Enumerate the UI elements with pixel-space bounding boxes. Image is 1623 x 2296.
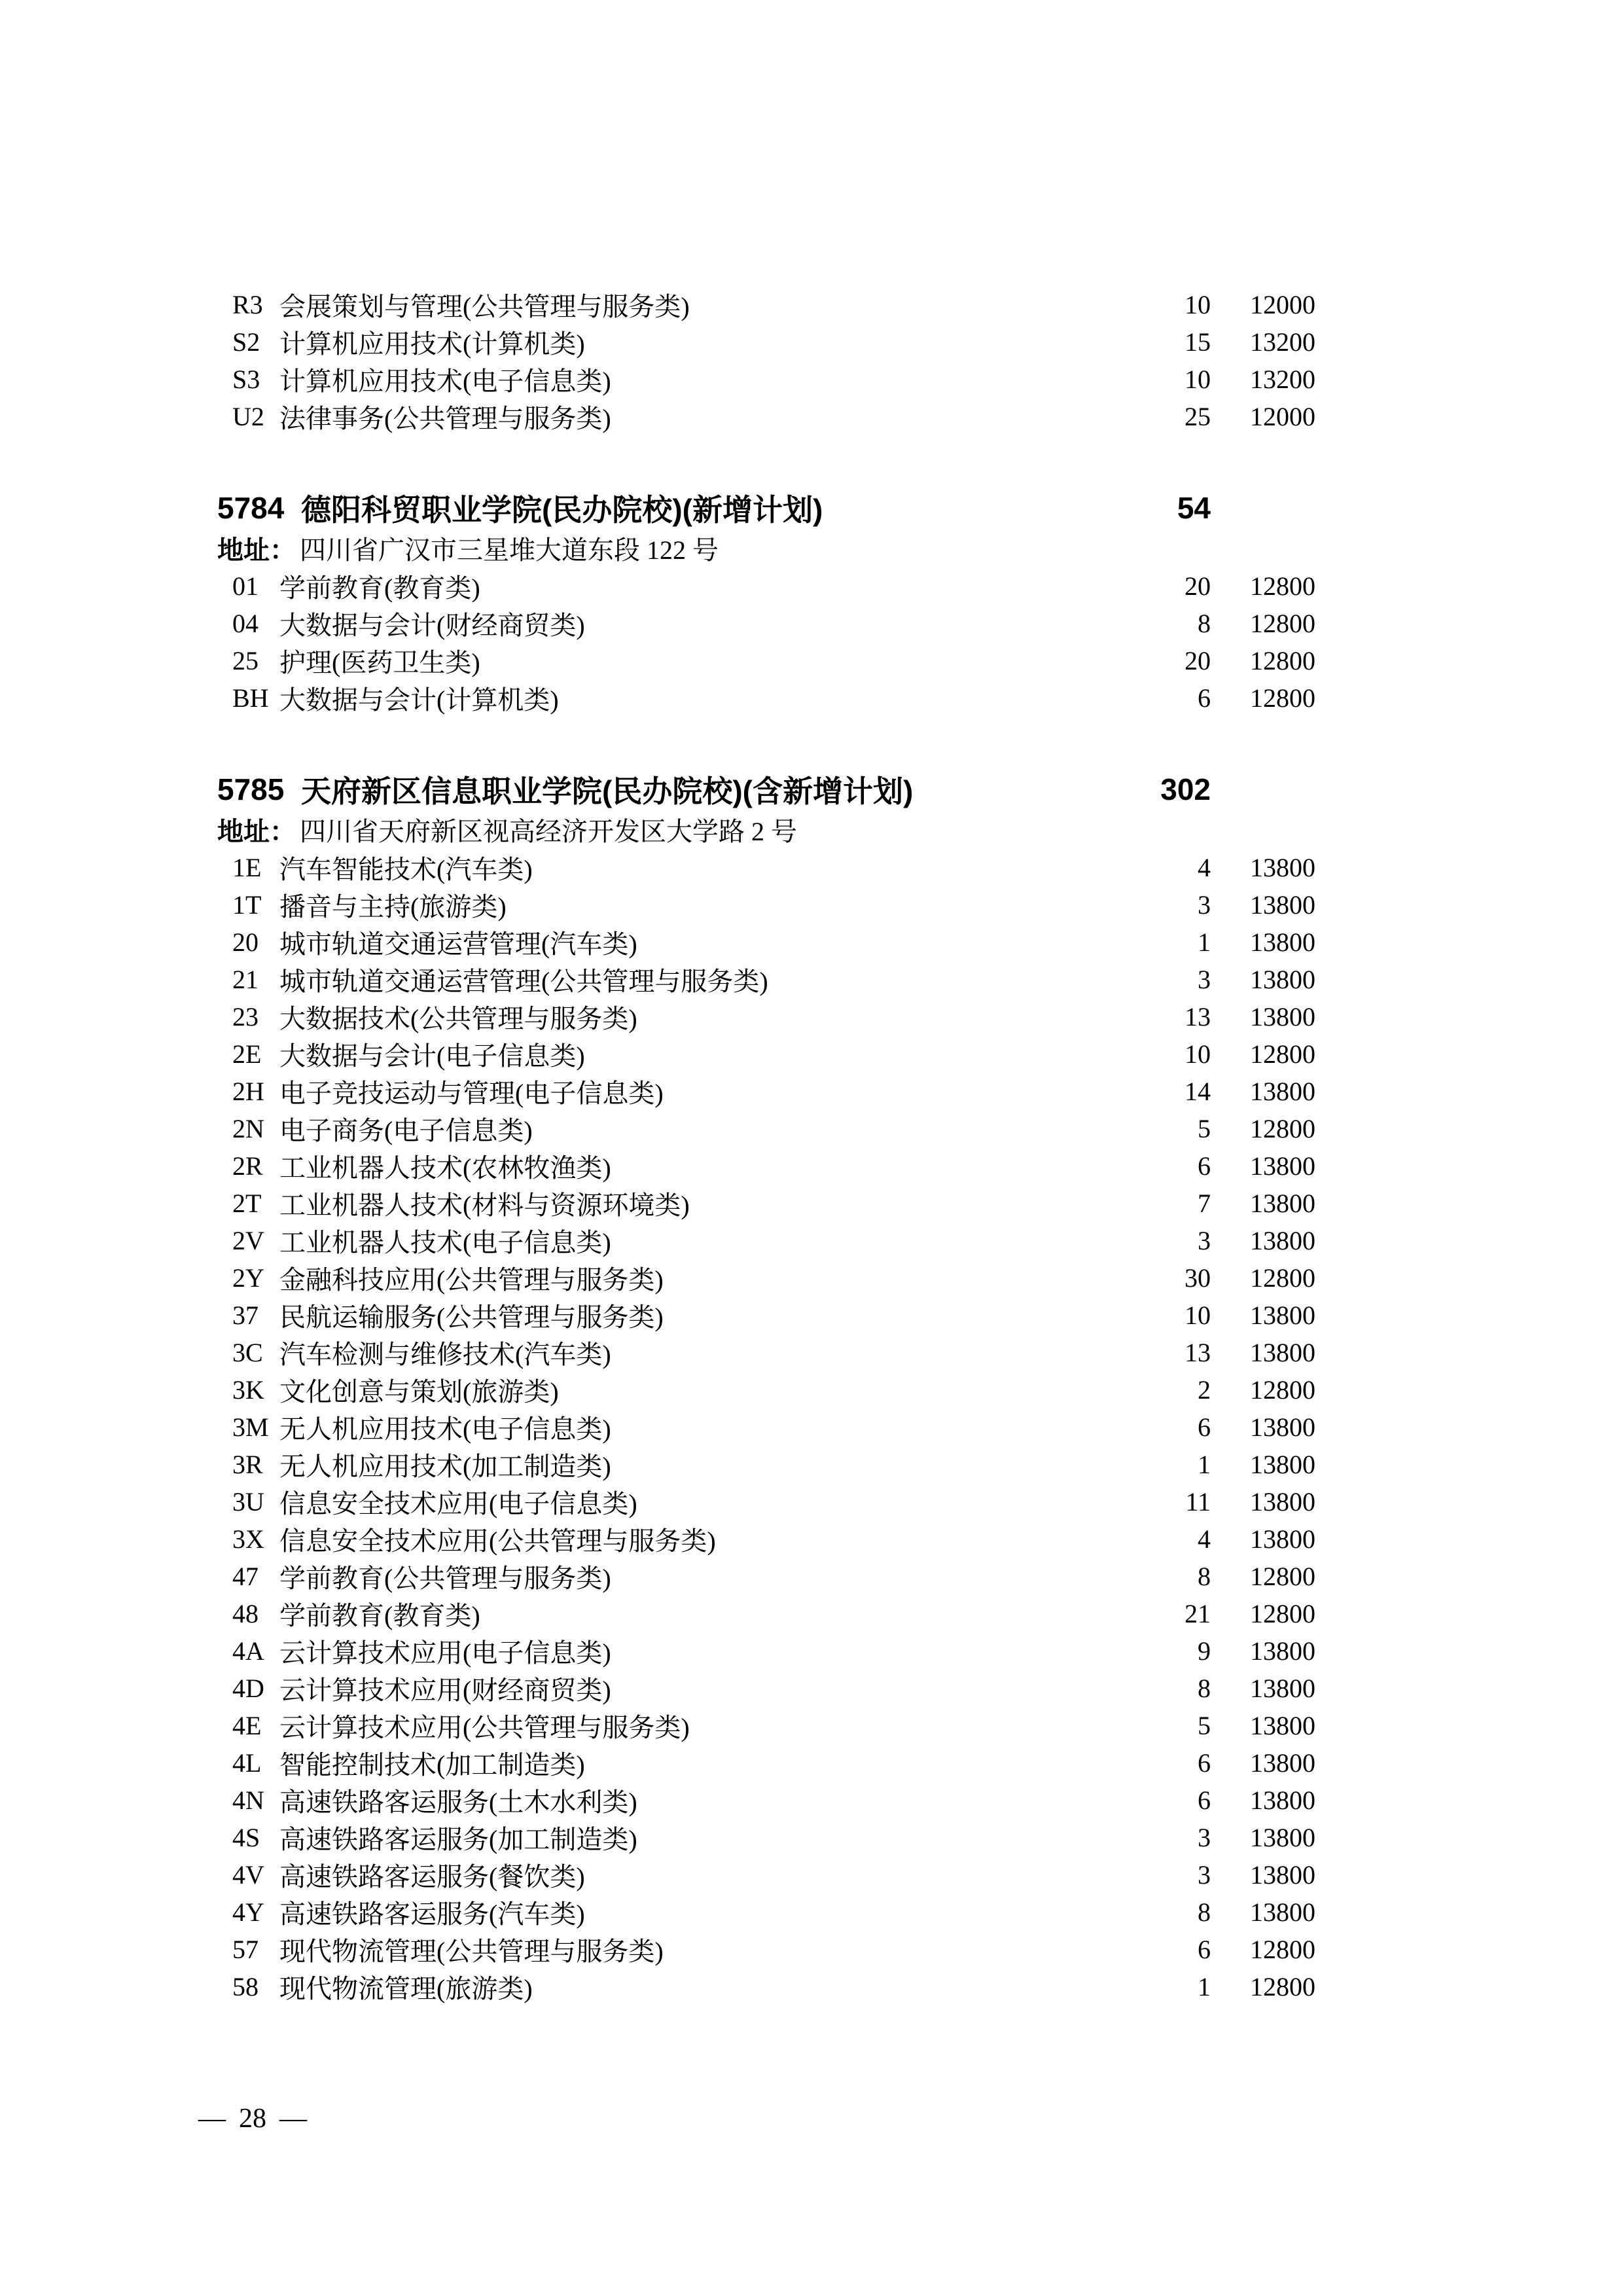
program-row [217,1782,1315,1819]
program-count: 4 [1198,1524,1211,1554]
program-row [217,1371,1315,1408]
program-row [217,1893,1315,1931]
program-fee: 13800 [1250,965,1315,994]
program-code: 25 [232,646,259,675]
program-code: 3K [232,1375,264,1405]
program-fee: 13200 [1250,365,1315,394]
institution-address [217,528,1315,567]
address-label: 地址： [217,817,296,846]
program-row [217,567,1315,605]
program-name: 无人机应用技术(加工制造类) [279,1452,611,1481]
program-fee: 13800 [1250,1785,1315,1815]
institution-section [217,488,1315,717]
program-row [217,1297,1315,1334]
program-code: 20 [232,927,259,957]
program-name: 学前教育(公共管理与服务类) [279,1564,611,1593]
program-count: 1 [1198,927,1211,957]
program-name: 高速铁路客运服务(土木水利类) [279,1787,637,1817]
institution-sections [217,488,1315,2005]
program-name: 现代物流管理(公共管理与服务类) [279,1937,664,1966]
program-fee: 12800 [1250,609,1315,638]
program-name: 城市轨道交通运营管理(公共管理与服务类) [279,967,768,996]
program-count: 6 [1198,683,1211,713]
program-name: 电子商务(电子信息类) [279,1116,533,1145]
program-fee: 13800 [1250,1748,1315,1778]
program-fee: 13800 [1250,1338,1315,1367]
institution-header [217,769,1315,810]
program-code: 3U [232,1487,264,1516]
program-count: 6 [1198,1935,1211,1964]
institution-header [217,488,1315,528]
program-code: 4V [232,1860,264,1890]
program-code: 2Y [232,1263,264,1293]
program-count: 6 [1198,1151,1211,1181]
program-row [217,1110,1315,1147]
program-code: 4L [232,1748,262,1778]
program-code: 2T [232,1189,262,1218]
program-fee: 13800 [1250,1077,1315,1106]
program-count: 1 [1198,1972,1211,2001]
page-number: 28 [239,2104,266,2134]
program-fee: 13800 [1250,1412,1315,1442]
program-row [217,286,1315,323]
program-name: 工业机器人技术(农林牧渔类) [279,1153,611,1183]
program-name: 云计算技术应用(电子信息类) [279,1638,611,1668]
program-code: 47 [232,1562,259,1591]
program-code: 1T [232,890,262,920]
program-fee: 13800 [1250,1189,1315,1218]
program-code: 2N [232,1114,264,1143]
program-name: 信息安全技术应用(电子信息类) [279,1489,637,1518]
program-row [217,1222,1315,1259]
program-name: 汽车检测与维修技术(汽车类) [279,1340,611,1369]
program-fee: 13200 [1250,327,1315,357]
program-row [217,1558,1315,1595]
program-row [217,1670,1315,1707]
institution-name: 天府新区信息职业学院(民办院校)(含新增计划) [301,774,914,808]
program-row [217,961,1315,998]
program-fee: 12800 [1250,1599,1315,1628]
program-fee: 13800 [1250,1300,1315,1330]
program-row [217,1408,1315,1446]
program-name: 现代物流管理(旅游类) [279,1974,533,2003]
program-count: 3 [1198,1860,1211,1890]
program-row [217,1520,1315,1558]
program-code: S3 [232,365,260,394]
program-count: 8 [1198,1562,1211,1591]
page-footer [198,2102,307,2135]
program-fee: 13800 [1250,1226,1315,1255]
program-count: 14 [1185,1077,1211,1106]
program-count: 8 [1198,1674,1211,1703]
program-count: 15 [1185,327,1211,357]
program-code: 04 [232,609,259,638]
program-count: 6 [1198,1748,1211,1778]
program-fee: 13800 [1250,890,1315,920]
program-count: 10 [1185,365,1211,394]
enrollment-plan-table [217,286,1315,2005]
footer-dash-left: — [198,2104,226,2134]
program-count: 13 [1185,1002,1211,1031]
program-name: 播音与主持(旅游类) [279,892,507,922]
institution-code: 5785 [217,772,285,806]
program-count: 25 [1185,402,1211,431]
program-row [217,1035,1315,1073]
program-fee: 13800 [1250,1674,1315,1703]
program-row [217,1707,1315,1744]
program-fee: 13800 [1250,1450,1315,1479]
program-code: 3C [232,1338,263,1367]
program-row [217,1334,1315,1371]
program-code: 2E [232,1039,262,1069]
institution-name: 德阳科贸职业学院(民办院校)(新增计划) [301,493,823,527]
program-count: 10 [1185,290,1211,319]
program-code: 2H [232,1077,264,1106]
program-row [217,1185,1315,1222]
program-count: 4 [1198,853,1211,882]
program-row [217,1856,1315,1893]
program-fee: 13800 [1250,1823,1315,1852]
program-name: 金融科技应用(公共管理与服务类) [279,1265,664,1295]
program-count: 6 [1198,1785,1211,1815]
program-name: 法律事务(公共管理与服务类) [279,404,611,433]
program-code: 58 [232,1972,259,2001]
program-count: 11 [1185,1487,1211,1516]
program-name: 工业机器人技术(电子信息类) [279,1228,611,1257]
program-code: 23 [232,1002,259,1031]
program-code: 3X [232,1524,264,1554]
program-count: 21 [1185,1599,1211,1628]
continuation-rows [217,286,1315,435]
program-name: 城市轨道交通运营管理(汽车类) [279,929,637,959]
program-count: 8 [1198,1897,1211,1927]
program-fee: 12800 [1250,1114,1315,1143]
program-count: 3 [1198,965,1211,994]
program-name: 民航运输服务(公共管理与服务类) [279,1302,664,1332]
address-label: 地址： [217,535,296,565]
program-fee: 12800 [1250,1972,1315,2001]
program-code: 2R [232,1151,263,1181]
program-row [217,1744,1315,1782]
program-code: 3M [232,1412,269,1442]
address-value: 四川省天府新区视高经济开发区大学路 2 号 [300,816,797,846]
program-count: 10 [1185,1300,1211,1330]
program-row [217,323,1315,361]
program-code: 4E [232,1711,262,1740]
program-count: 1 [1198,1450,1211,1479]
program-fee: 12800 [1250,1562,1315,1591]
program-row [217,1259,1315,1297]
program-row [217,1483,1315,1520]
program-count: 3 [1198,1226,1211,1255]
program-name: 无人机应用技术(电子信息类) [279,1414,611,1444]
institution-section [217,769,1315,2005]
program-code: U2 [232,402,264,431]
program-code: 4N [232,1785,264,1815]
program-count: 6 [1198,1412,1211,1442]
program-row [217,1446,1315,1483]
program-row [217,1632,1315,1670]
program-count: 13 [1185,1338,1211,1367]
program-code: 3R [232,1450,263,1479]
program-fee: 12800 [1250,646,1315,675]
program-name: 文化创意与策划(旅游类) [279,1377,559,1407]
program-name: 高速铁路客运服务(汽车类) [279,1899,585,1929]
program-name: 大数据与会计(电子信息类) [279,1041,585,1071]
program-count: 5 [1198,1711,1211,1740]
footer-dash-right: — [279,2104,307,2134]
program-count: 3 [1198,1823,1211,1852]
program-row [217,679,1315,717]
program-fee: 12000 [1250,402,1315,431]
program-code: 1E [232,853,262,882]
program-row [217,1073,1315,1110]
program-name: 信息安全技术应用(公共管理与服务类) [279,1526,716,1556]
program-fee: 12800 [1250,1375,1315,1405]
program-name: 高速铁路客运服务(加工制造类) [279,1825,637,1854]
program-code: BH [232,683,269,713]
program-name: 计算机应用技术(计算机类) [279,329,585,359]
program-count: 20 [1185,646,1211,675]
program-name: 汽车智能技术(汽车类) [279,855,533,884]
program-name: 学前教育(教育类) [279,1601,480,1630]
program-row [217,1819,1315,1856]
program-row [217,886,1315,924]
institution-total: 302 [1160,772,1211,806]
program-count: 5 [1198,1114,1211,1143]
program-count: 10 [1185,1039,1211,1069]
program-count: 3 [1198,890,1211,920]
program-row [217,1931,1315,1968]
program-fee: 12800 [1250,571,1315,601]
program-code: 37 [232,1300,259,1330]
program-name: 会展策划与管理(公共管理与服务类) [279,292,690,321]
program-code: 4D [232,1674,264,1703]
program-fee: 13800 [1250,1636,1315,1666]
program-fee: 12800 [1250,1263,1315,1293]
program-name: 云计算技术应用(财经商贸类) [279,1676,611,1705]
address-value: 四川省广汉市三星堆大道东段 122 号 [300,535,719,565]
program-count: 9 [1198,1636,1211,1666]
program-fee: 12800 [1250,1935,1315,1964]
program-row [217,924,1315,961]
program-name: 云计算技术应用(公共管理与服务类) [279,1713,690,1742]
program-row [217,998,1315,1035]
program-code: 4S [232,1823,260,1852]
program-fee: 12800 [1250,1039,1315,1069]
program-code: 2V [232,1226,264,1255]
program-row [217,361,1315,398]
program-code: 4Y [232,1897,264,1927]
program-row [217,1147,1315,1185]
program-name: 大数据技术(公共管理与服务类) [279,1004,637,1033]
program-count: 2 [1198,1375,1211,1405]
program-code: 57 [232,1935,259,1964]
program-row [217,605,1315,642]
program-fee: 13800 [1250,927,1315,957]
program-count: 7 [1198,1189,1211,1218]
program-fee: 13800 [1250,1487,1315,1516]
institution-address [217,810,1315,849]
program-fee: 12000 [1250,290,1315,319]
institution-code: 5784 [217,491,285,525]
program-row [217,849,1315,886]
program-name: 计算机应用技术(电子信息类) [279,367,611,396]
program-code: 01 [232,571,259,601]
program-code: 4A [232,1636,264,1666]
program-fee: 13800 [1250,853,1315,882]
program-name: 工业机器人技术(材料与资源环境类) [279,1191,690,1220]
program-fee: 13800 [1250,1002,1315,1031]
program-name: 智能控制技术(加工制造类) [279,1750,585,1780]
program-name: 大数据与会计(计算机类) [279,685,559,715]
program-row [217,398,1315,435]
program-name: 学前教育(教育类) [279,573,480,603]
program-row [217,642,1315,679]
program-code: R3 [232,290,263,319]
program-count: 20 [1185,571,1211,601]
program-fee: 12800 [1250,683,1315,713]
program-row [217,1595,1315,1632]
program-count: 30 [1185,1263,1211,1293]
program-fee: 13800 [1250,1860,1315,1890]
program-row [217,1968,1315,2005]
program-fee: 13800 [1250,1897,1315,1927]
institution-total: 54 [1177,491,1211,525]
program-code: 48 [232,1599,259,1628]
program-name: 电子竞技运动与管理(电子信息类) [279,1079,664,1108]
program-fee: 13800 [1250,1151,1315,1181]
program-fee: 13800 [1250,1524,1315,1554]
program-name: 高速铁路客运服务(餐饮类) [279,1862,585,1892]
program-name: 护理(医药卫生类) [279,648,480,677]
program-name: 大数据与会计(财经商贸类) [279,611,585,640]
program-code: S2 [232,327,260,357]
program-fee: 13800 [1250,1711,1315,1740]
program-count: 8 [1198,609,1211,638]
program-code: 21 [232,965,259,994]
